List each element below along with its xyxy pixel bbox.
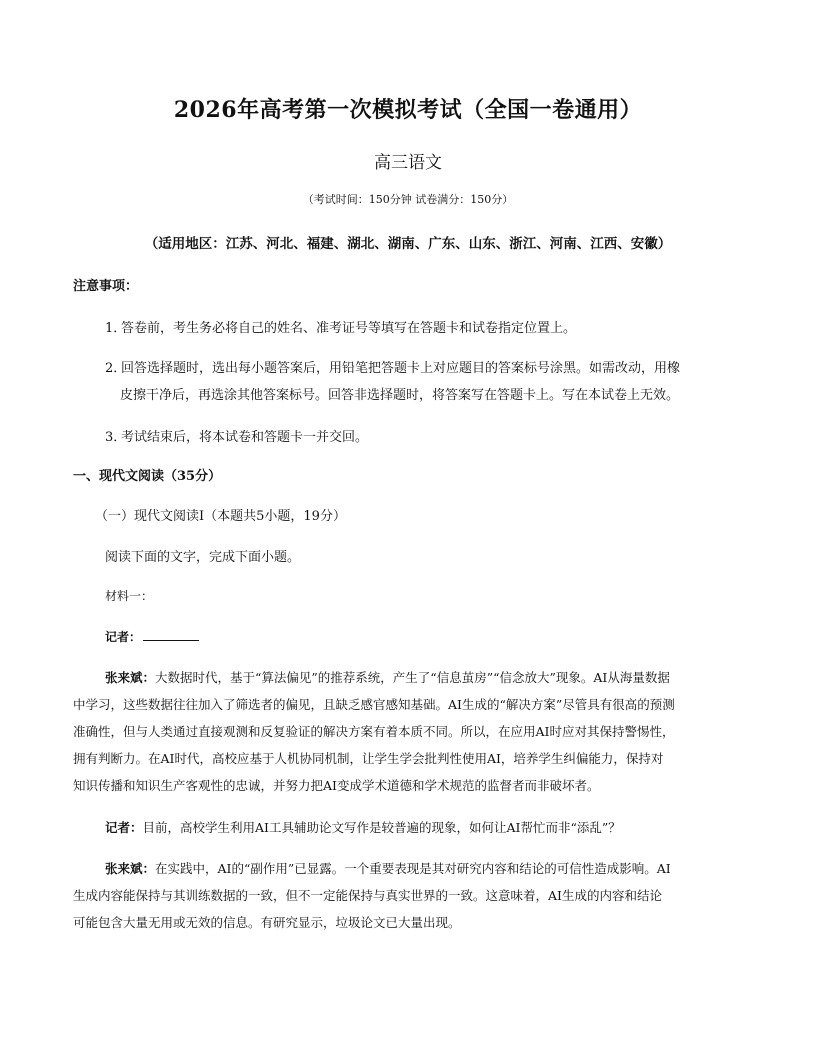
paragraph-line: 拥有判断力。在AI时代，高校应基于人机协同机制，让学生学会批判性使用AI，培养学生纠偏能力，保持对 bbox=[73, 751, 664, 766]
notice-item bbox=[105, 357, 680, 376]
notice-text: 回答选择题时，选出每小题答案后，用铅笔把答题卡上对应题目的答案标号涂黑。如需改动，用橡 bbox=[121, 361, 681, 376]
paragraph-text: 大数据时代，基于“算法偏见”的推荐系统，产生了“信息茧房”“信念放大”现象。AI从海量数据 bbox=[155, 670, 670, 685]
paragraph-line bbox=[105, 668, 670, 686]
notice-heading: 注意事项： bbox=[73, 279, 139, 294]
paragraph-line: 中学习，这些数据往往加入了筛选者的偏见，且缺乏感官感知基础。AI生成的“解决方案”尽管具有很高的预测 bbox=[73, 697, 675, 712]
notice-text: 考试结束后，将本试卷和答题卡一并交回。 bbox=[121, 430, 369, 445]
notice-text: 答卷前，考生务必将自己的姓名、准考证号等填写在答题卡和试卷指定位置上。 bbox=[121, 321, 577, 336]
subsection-heading: （一）现代文阅读Ⅰ（本题共5小题，19分） bbox=[95, 509, 346, 524]
section-heading: 一、现代文阅读（35分） bbox=[73, 469, 222, 484]
exam-time-and-score: （考试时间：150分钟 试卷满分：150分） bbox=[302, 193, 514, 206]
reporter-name-blank bbox=[143, 628, 199, 641]
notice-item bbox=[105, 426, 368, 445]
material-label: 材料一： bbox=[105, 589, 154, 603]
subject-title: 高三语文 bbox=[374, 153, 442, 173]
reporter-name-line bbox=[105, 628, 199, 645]
paragraph-line bbox=[105, 818, 621, 836]
exam-title: 2026年高考第一次模拟考试（全国一卷通用） bbox=[173, 97, 643, 123]
paragraph-line: 准确性，但与人类通过直接观测和反复验证的解决方案有着本质不同。所以，在应用AI时应对其保持警惕性， bbox=[73, 724, 675, 739]
paragraph-text: 在实践中，AI的“副作用”已显露。一个重要表现是其对研究内容和结论的可信性造成影响。AI bbox=[155, 861, 671, 876]
reading-instruction: 阅读下面的文字，完成下面小题。 bbox=[105, 550, 301, 565]
notice-number: 2． bbox=[105, 361, 127, 376]
notice-text-continuation: 皮擦干净后，再选涂其他答案标号。回答非选择题时，将答案写在答题卡上。写在本试卷上无效。 bbox=[120, 388, 680, 403]
paragraph-line: 知识传播和知识生产客观性的忠诚，并努力把AI变成学术道德和学术规范的监督者而非破坏者。 bbox=[73, 778, 600, 793]
notice-item bbox=[105, 317, 576, 336]
paragraph-text: 目前，高校学生利用AI工具辅助论文写作是较普遍的现象，如何让AI帮忙而非“添乱”？ bbox=[142, 820, 621, 835]
speaker-label: 记者： bbox=[105, 820, 143, 835]
notice-number: 1． bbox=[105, 321, 127, 336]
speaker-label: 张来斌： bbox=[105, 861, 156, 876]
paragraph-line bbox=[105, 859, 671, 877]
notice-number: 3． bbox=[105, 430, 127, 445]
paragraph-line: 生成内容能保持与其训练数据的一致，但不一定能保持与真实世界的一致。这意味着，AI生成的内容和结论 bbox=[73, 888, 662, 903]
reporter-label: 记者： bbox=[105, 630, 142, 644]
applicable-regions: （适用地区：江苏、河北、福建、湖北、湖南、广东、山东、浙江、河南、江西、安徽） bbox=[144, 236, 672, 252]
paragraph-line: 可能包含大量无用或无效的信息。有研究显示，垃圾论文已大量出现。 bbox=[73, 915, 461, 930]
speaker-label: 张来斌： bbox=[105, 670, 156, 685]
